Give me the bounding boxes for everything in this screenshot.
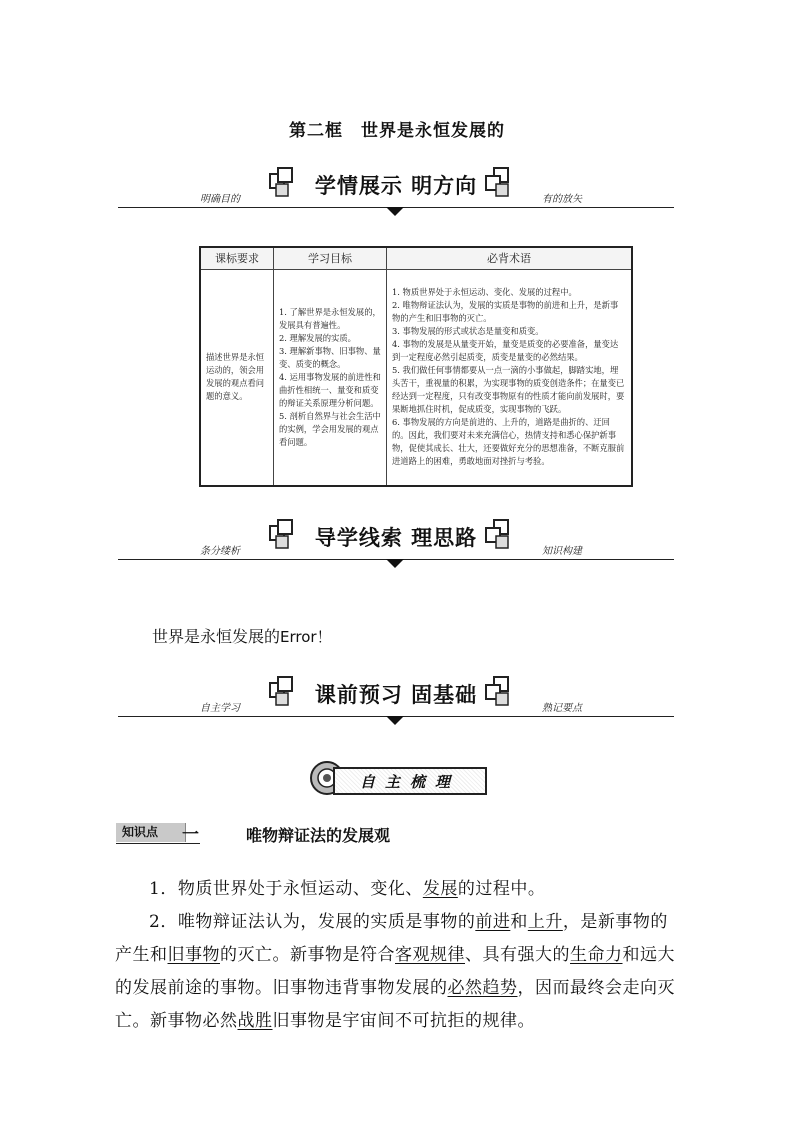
objectives-cell (274, 270, 387, 486)
objective-item: 5. 剖析自然界与社会生活中的实例，学会用发展的观点看问题。 (279, 410, 381, 447)
paragraph (115, 906, 685, 1038)
table-header: 学习目标 (274, 247, 387, 270)
underlined-term: 生命力 (570, 945, 623, 965)
banner-arrow (386, 559, 404, 568)
banner-arrow (386, 716, 404, 725)
terms-cell (387, 270, 633, 486)
objective-item: 4. 运用事物发展的前进性和曲折性相统一、量变和质变的辩证关系原理分析问题。 (279, 371, 381, 408)
banner-situation (118, 166, 674, 216)
formula-line (152, 624, 332, 647)
term-item: 4. 事物的发展是从量变开始，量变是质变的必要准备，量变达到一定程度必然引起质变，质变是量变的必然结果。 (392, 339, 619, 363)
squares-icon (482, 675, 512, 709)
banner-title: 学情展示 明方向 (314, 174, 478, 198)
text-run: 1．物质世界处于永恒运动、变化、 (149, 879, 423, 899)
squares-icon (482, 166, 512, 200)
text-run: 2．唯物辩证法认为，发展的实质是事物的 (149, 912, 476, 932)
knowledge-point-title: 唯物辩证法的发展观 (246, 826, 391, 845)
text-run: 的灭亡。新事物是符合 (220, 945, 395, 965)
underlined-term: 客观规律 (395, 945, 465, 965)
knowledge-point-rule (116, 843, 200, 844)
text-run: ，因而最终会走向灭亡。新事物必然 (115, 978, 675, 1031)
text-run: 的过程中。 (457, 879, 546, 899)
banner-title: 导学线索 理思路 (314, 526, 478, 550)
text-run: 和 (510, 912, 528, 932)
goals-table (199, 246, 633, 487)
banner-right-caption: 有的放矢 (542, 194, 582, 205)
knowledge-point-tag: 知识点 (116, 823, 186, 842)
squares-icon (482, 518, 512, 552)
underlined-term: 前进 (475, 912, 511, 932)
requirement-cell: 描述世界是永恒运动的，领会用发展的观点看问题的意义。 (200, 270, 274, 486)
formula-text: 世界是永恒发展的 (152, 627, 281, 646)
banner-right-caption: 熟记要点 (542, 703, 582, 714)
banner-arrow (386, 207, 404, 216)
banner-left-caption: 明确目的 (200, 194, 240, 205)
formula-error: Error！ (280, 628, 332, 646)
objective-item: 1. 了解世界是永恒发展的，发展具有普遍性。 (279, 306, 381, 330)
banner-title: 课前预习 固基础 (314, 683, 478, 707)
objective-item: 3. 理解新事物、旧事物、量变、质变的概念。 (279, 345, 381, 369)
badge-label: 自主梳理 (359, 773, 460, 791)
term-item: 1. 物质世界处于永恒运动、变化、发展的过程中。 (392, 287, 577, 298)
body-text (115, 873, 685, 1038)
text-run: 旧事物是宇宙间不可抗拒的规律。 (272, 1011, 535, 1031)
underlined-term: 发展 (422, 879, 458, 899)
term-item: 5. 我们做任何事情都要从一点一滴的小事做起，脚踏实地，埋头苦干，重视量的积累，为实现事物的质变创造条件；在量变已经达到一定程度，只有改变事物原有的性质才能向前发展时，要果断地抓住时机，促成质变，实现事物的飞跃。 (392, 365, 625, 415)
underlined-term: 上升 (527, 912, 563, 932)
underlined-term: 旧事物 (167, 945, 220, 965)
banner-right-caption: 知识构建 (542, 546, 582, 557)
objective-item: 2. 理解发展的实质。 (279, 332, 356, 343)
underlined-term: 必然趋势 (447, 978, 518, 998)
underlined-term: 战胜 (237, 1011, 273, 1031)
badge-box (333, 767, 487, 795)
term-item: 6. 事物发展的方向是前进的、上升的，道路是曲折的、迂回的。因此，我们要对未来充满信心，热情支持和悉心保护新事物，促使其成长、壮大，还要做好充分的思想准备，不断克服前进道路上的困难，勇敢地面对挫折与考验。 (392, 417, 625, 467)
knowledge-point-number: 一 (182, 825, 199, 845)
banner-left-caption: 条分缕析 (200, 546, 240, 557)
term-item: 2. 唯物辩证法认为，发展的实质是事物的前进和上升，是新事物的产生和旧事物的灭亡。 (392, 300, 619, 324)
paragraph (115, 873, 685, 906)
section-badge (309, 758, 487, 796)
term-item: 3. 事物发展的形式或状态是量变和质变。 (392, 326, 544, 337)
page-title: 第二框 世界是永恒发展的 (289, 121, 505, 141)
banner-preview (118, 675, 674, 725)
text-run: 、具有强大的 (465, 945, 570, 965)
table-header: 课标要求 (200, 247, 274, 270)
banner-guide (118, 518, 674, 568)
text-run: 和远大的发展前途的事物。旧事物违背事物发展的 (115, 945, 675, 998)
text-run: ，是新事物的产生和 (115, 912, 668, 965)
banner-left-caption: 自主学习 (200, 703, 240, 714)
table-header: 必背术语 (387, 247, 633, 270)
